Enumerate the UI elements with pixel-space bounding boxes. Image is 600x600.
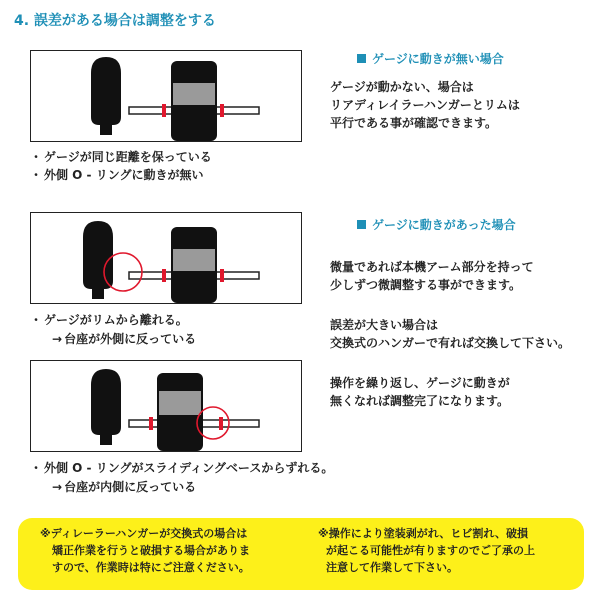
section-text: ゲージが動かない、場合は リアディレイラーハンガーとリムは 平行である事が確認できます。 bbox=[330, 80, 520, 130]
rim-probe-stem bbox=[92, 289, 104, 299]
rim-probe bbox=[91, 57, 121, 125]
caution-note-right: ※操作により塗装剥がれ、ヒビ割れ、破損 が起こる可能性が有りますのでご了承の上 注意して作業して下さい。 bbox=[318, 527, 535, 574]
gauge-diagram bbox=[31, 213, 301, 303]
cause-note: → 台座が外側に反っている bbox=[52, 332, 197, 346]
page-title: 4. 誤差がある場合は調整をする bbox=[14, 13, 216, 29]
section-heading-no-movement: ゲージに動きが無い場合 bbox=[357, 50, 504, 67]
square-icon bbox=[357, 220, 366, 229]
outer-o-ring bbox=[219, 417, 223, 430]
caution-note-left: ※ディレーラーハンガーが交換式の場合は 矯正作業を行うと破損する場合がありま すので、作業時は特にご注意ください。 bbox=[40, 527, 250, 574]
bullet-item: ・ ゲージが同じ距離を保っている bbox=[30, 150, 212, 164]
bullet-item: ・ 外側 O - リングがスライディングベースからずれる。 bbox=[30, 461, 334, 475]
gauge-diagram bbox=[31, 51, 301, 141]
bullet-item: ・ ゲージがリムから離れる。 bbox=[30, 313, 188, 327]
inner-o-ring bbox=[149, 417, 153, 430]
diagram-panel-normal bbox=[30, 50, 302, 142]
outer-o-ring bbox=[220, 104, 224, 117]
section-text: 微量であれば本機アーム部分を持って 少しずつ微調整する事ができます。 bbox=[330, 260, 534, 292]
inner-o-ring bbox=[162, 269, 166, 282]
inner-o-ring bbox=[162, 104, 166, 117]
gauge-window bbox=[173, 249, 215, 271]
rim-probe bbox=[83, 221, 113, 289]
outer-o-ring bbox=[220, 269, 224, 282]
diagram-panel-ring-shift bbox=[30, 360, 302, 452]
section-text: 操作を繰り返し、ゲージに動きが 無くなれば調整完了になります。 bbox=[330, 376, 510, 408]
diagram-panel-rim-gap bbox=[30, 212, 302, 304]
bullet-item: ・ 外側 O - リングに動きが無い bbox=[30, 168, 204, 182]
cause-note: → 台座が内側に反っている bbox=[52, 480, 197, 494]
square-icon bbox=[357, 54, 366, 63]
section-heading-movement: ゲージに動きがあった場合 bbox=[357, 216, 516, 233]
rim-probe bbox=[91, 369, 121, 435]
gauge-window bbox=[173, 83, 215, 105]
rim-probe-stem bbox=[100, 125, 112, 135]
gauge-window bbox=[159, 391, 201, 415]
gauge-diagram bbox=[31, 361, 301, 451]
section-text: 誤差が大きい場合は 交換式のハンガーで有れば交換して下さい。 bbox=[330, 318, 571, 350]
rim-probe-stem bbox=[100, 435, 112, 445]
